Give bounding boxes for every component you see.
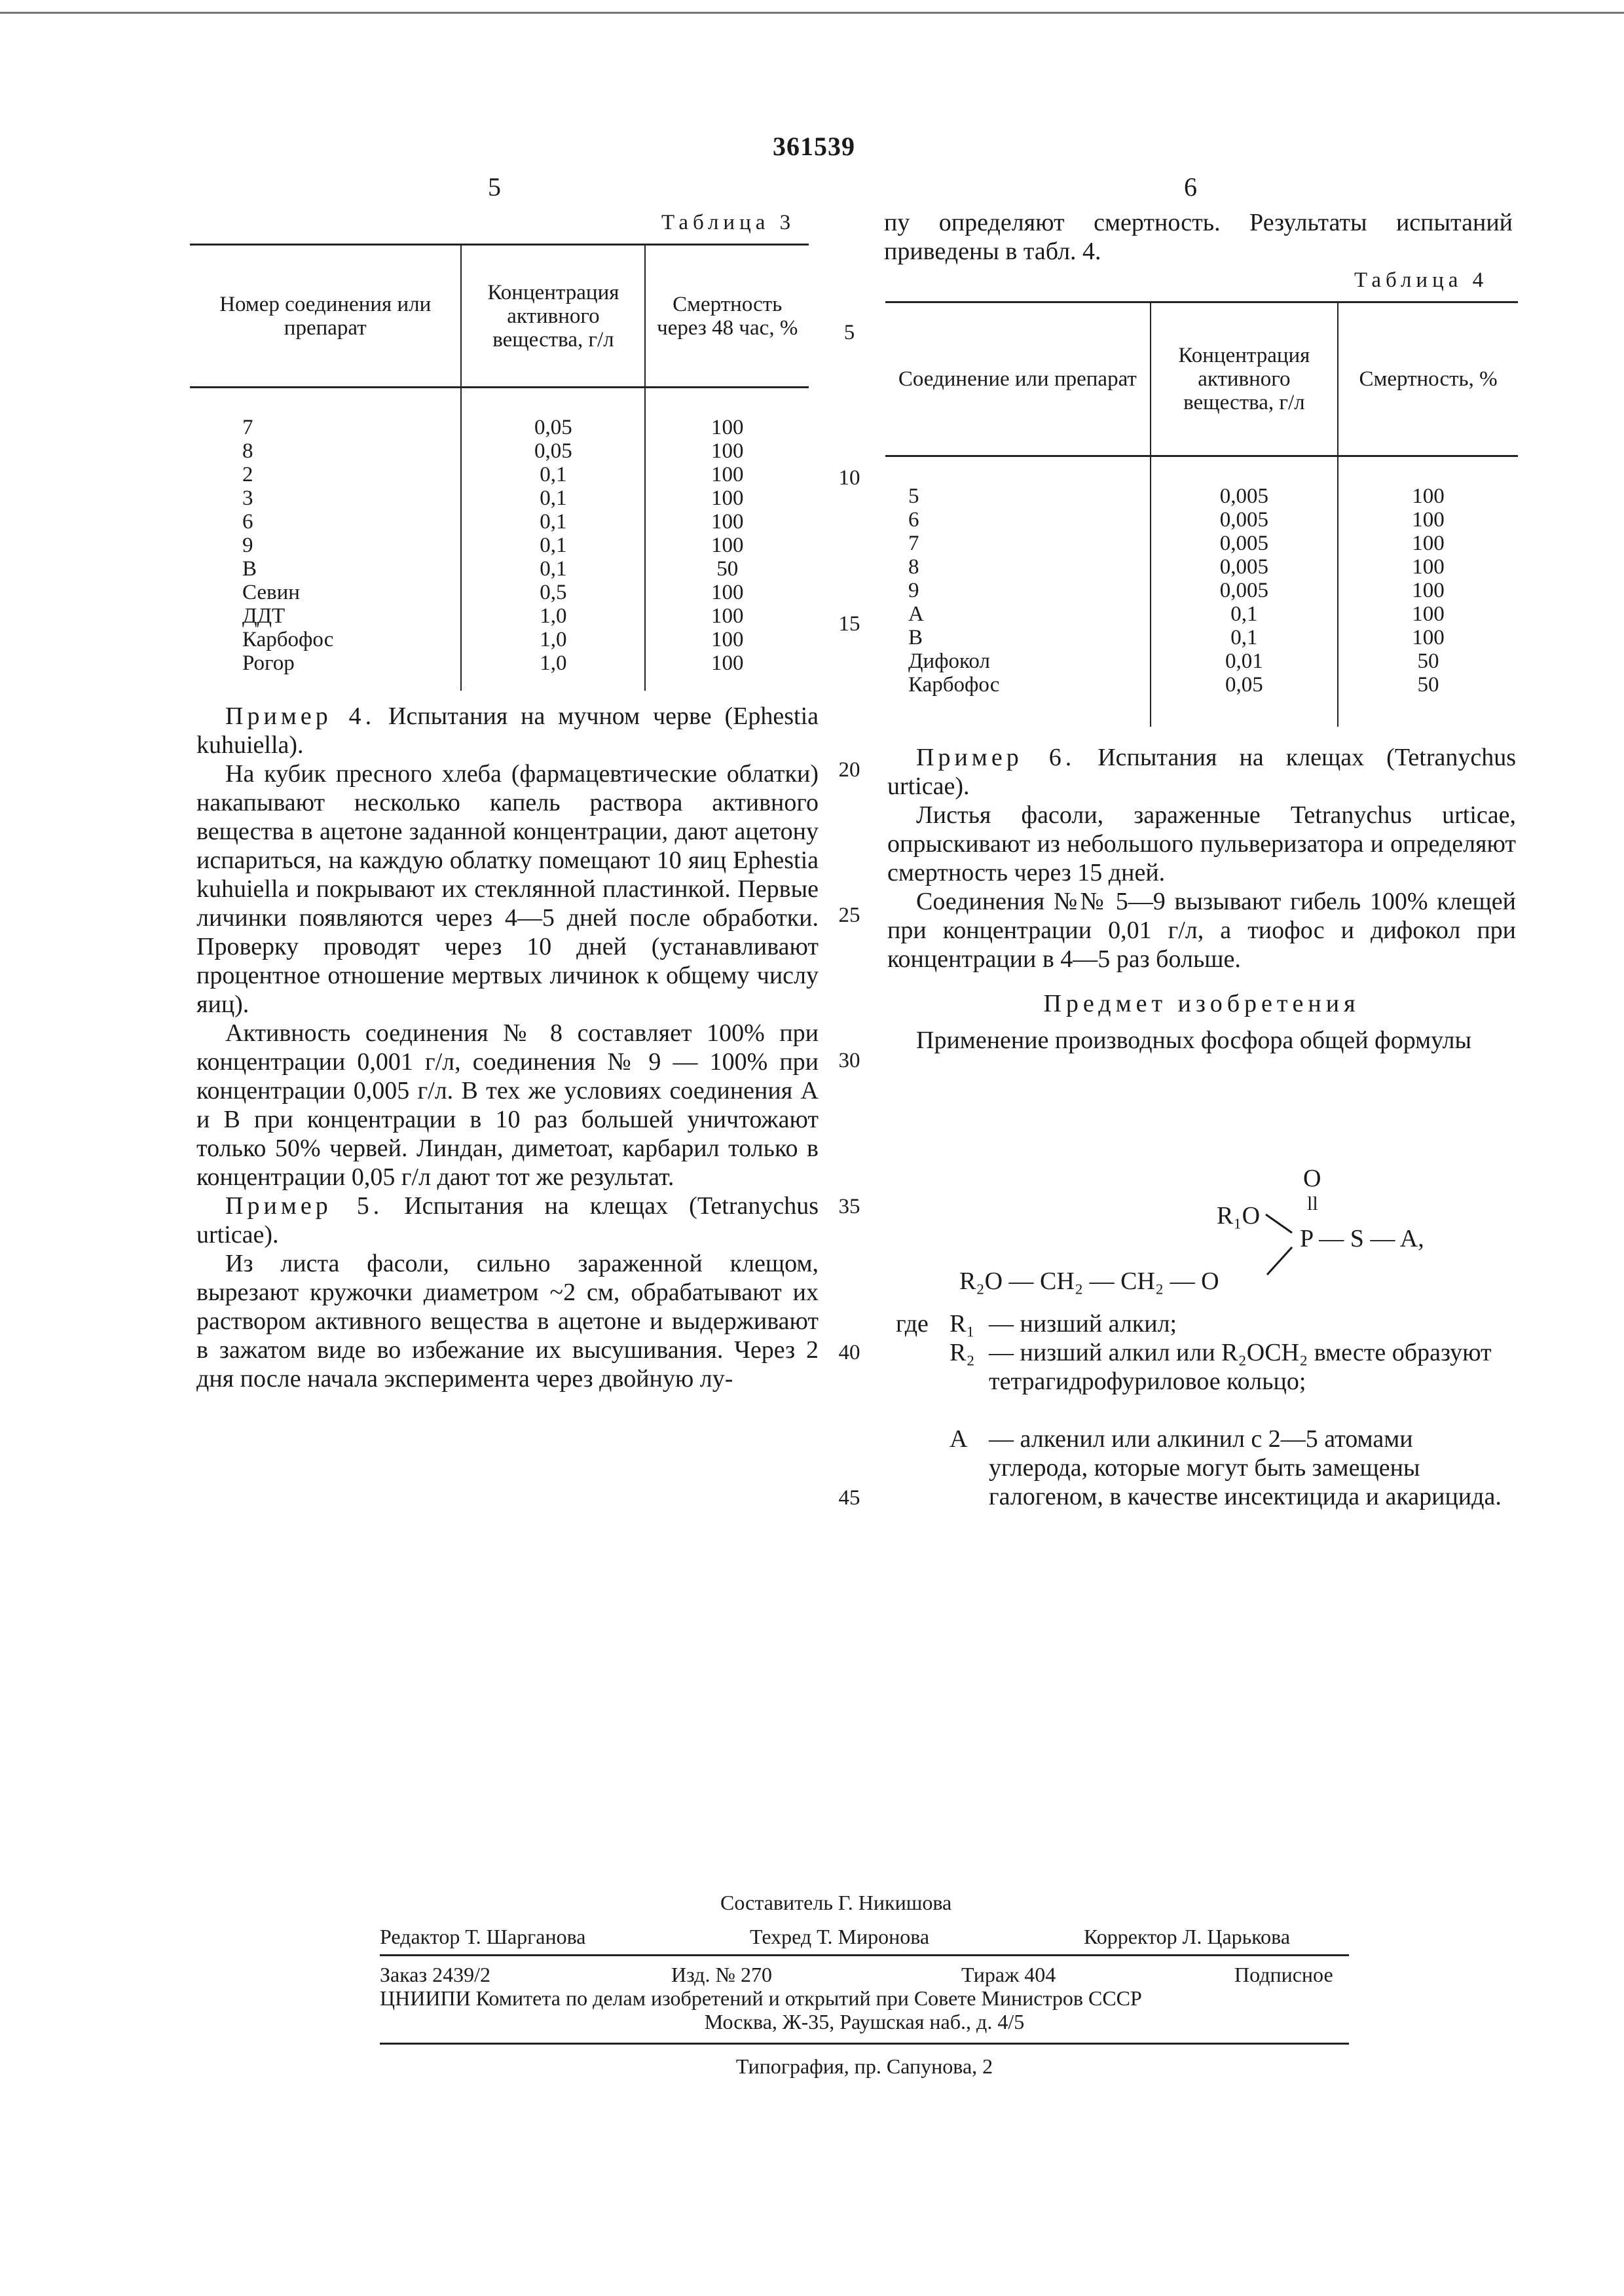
footer-techred: Техред Т. Миронова bbox=[750, 1925, 930, 1948]
table3-concentration-column: 0,05 0,05 0,1 0,1 0,1 0,1 0,1 0,5 1,0 1,0 1,0 bbox=[461, 388, 645, 691]
example4-method: На кубик пресного хлеба (фармацевтические облатки) накапывают несколько капель раствора активного вещества в ацетоне заданной концентрации, дают ацетону испариться, на каждую облатку помещают 10 яиц Ephestia kuhuiella и покрывают их стеклянной пластинкой. Первые личинки появляются через 4—5 дней после обработки. Проверку проводят через 10 дней (устанавливают процентное отношение мертвых личинок к общему числу яиц). bbox=[196, 760, 819, 1018]
example6-title: Испытания на клещах (Tetranychus urticae). bbox=[887, 744, 1516, 800]
legend-where: где bbox=[896, 1310, 929, 1338]
legend-r2: — низший алкил или R₂OCH₂ вместе образуют тетрагидрофуриловое кольцо; bbox=[989, 1339, 1492, 1395]
table4-compound-column: 5 6 7 8 9 А В Дифокол Карбофос bbox=[885, 456, 1151, 727]
footer-organization: ЦНИИПИ Комитета по делам изобретений и открытий при Совете Министров СССР bbox=[380, 1986, 1142, 2010]
table3-header-mortality: Смертность через 48 час, % bbox=[645, 245, 809, 388]
line-number: 20 bbox=[838, 758, 860, 782]
line-number: 5 bbox=[843, 321, 855, 344]
footer-corrector: Корректор Л. Царькова bbox=[1084, 1925, 1291, 1948]
line-number: 40 bbox=[838, 1341, 860, 1364]
legend-a-symbol: А bbox=[950, 1425, 968, 1453]
legend-r2-symbol: R₂ bbox=[950, 1339, 975, 1366]
example5-title: Испытания на клещах (Tetranychus urticae). bbox=[196, 1192, 819, 1248]
table4-concentration-column: 0,005 0,005 0,005 0,005 0,005 0,1 0,1 0,01 0,05 bbox=[1151, 456, 1338, 727]
example6-results: Соединения №№ 5—9 вызывают гибель 100% клещей при концентрации 0,01 г/л, а тиофос и дифокол при концентрации в 4—5 раз больше. bbox=[887, 888, 1516, 973]
table4-header-concentration: Концентрация активного вещества, г/л bbox=[1151, 302, 1338, 456]
table4-mortality-column: 100 100 100 100 100 100 100 50 50 bbox=[1412, 484, 1445, 697]
bond-r1o-p bbox=[1266, 1214, 1292, 1233]
formula-bonds bbox=[1261, 1201, 1306, 1286]
formula-bottom-chain: R₂O — CH₂ — CH₂ — O bbox=[959, 1267, 1219, 1295]
legend-r1: — низший алкил; bbox=[989, 1310, 1177, 1338]
legend-a: — алкенил или алкинил с 2—5 атомами углерода, которые могут быть замещены галогеном, в качестве инсектицида и акарицида. bbox=[989, 1425, 1502, 1510]
line-number: 15 bbox=[838, 612, 860, 636]
bond-o-p bbox=[1267, 1247, 1292, 1275]
line-number: 35 bbox=[838, 1195, 860, 1218]
table3-mortality-column: 100 100 100 100 100 100 50 100 100 100 100 bbox=[710, 416, 744, 675]
left-column-text bbox=[196, 702, 819, 1393]
footer-subscription: Подписное bbox=[1234, 1963, 1333, 1986]
example6-lead: Пример 6. bbox=[916, 744, 1076, 771]
formula-oxygen-top: O bbox=[1303, 1165, 1321, 1192]
footer-editor: Редактор Т. Шарганова bbox=[380, 1925, 586, 1948]
legend-r1-symbol: R₁ bbox=[950, 1310, 975, 1338]
footer-typography: Типография, пр. Сапунова, 2 bbox=[735, 2054, 993, 2078]
line-number: 25 bbox=[838, 903, 860, 927]
formula-p-s-a: P — S — A, bbox=[1300, 1225, 1424, 1252]
example5-method: Из листа фасоли, сильно зараженной клещом, вырезают кружочки диаметром ~2 см, обрабатывают их раствором активного вещества в ацетоне и выдерживают в зажатом виде во избежание их высушивания. Через 2 дня после начала эксперимента через двойную лу- bbox=[196, 1250, 819, 1393]
footer-print-run: Тираж 404 bbox=[961, 1963, 1056, 1986]
table4-header-compound: Соединение или препарат bbox=[885, 302, 1151, 456]
formula-double-bond: ll bbox=[1307, 1193, 1318, 1214]
line-number: 10 bbox=[838, 466, 860, 490]
table4-header-mortality: Смертность, % bbox=[1338, 302, 1518, 456]
line-number: 30 bbox=[838, 1049, 860, 1072]
footer-rule-top bbox=[380, 1954, 1349, 1956]
table4-caption: Таблица 4 bbox=[1354, 268, 1488, 292]
footer-compiler: Составитель Г. Никишова bbox=[720, 1891, 952, 1914]
right-column-intro: пу определяют смертность. Результаты испытаний приведены в табл. 4. bbox=[884, 209, 1513, 265]
example4-title: Испытания на мучном черве (Ephestia kuhuiella). bbox=[196, 702, 819, 759]
table3-header-concentration: Концентрация активного вещества, г/л bbox=[461, 245, 645, 388]
table3 bbox=[190, 244, 809, 691]
table3-header-compound: Номер соединения или препарат bbox=[190, 245, 461, 388]
example4-lead: Пример 4. bbox=[225, 702, 376, 730]
claims-heading: Предмет изобретения bbox=[1043, 990, 1360, 1017]
line-number: 45 bbox=[838, 1486, 860, 1510]
table3-compound-column: 7 8 2 3 6 9 В Севин ДДТ Карбофос Рогор bbox=[190, 388, 461, 691]
page-number-right: 6 bbox=[1184, 172, 1197, 202]
footer-edition: Изд. № 270 bbox=[671, 1963, 772, 1986]
patent-number: 361539 bbox=[773, 132, 855, 161]
example5-lead: Пример 5. bbox=[225, 1192, 384, 1220]
example6-method: Листья фасоли, зараженные Tetranychus urticae, опрыскивают из небольшого пульверизатора и определяют смертность через 15 дней. bbox=[887, 801, 1516, 886]
table4 bbox=[885, 301, 1518, 727]
example4-results: Активность соединения № 8 составляет 100% при концентрации 0,001 г/л, соединения № 9 — 100% при концентрации 0,005 г/л. В тех же условиях соединения А и В при концентрации в 10 раз большей уничтожают только 50% червей. Линдан, диметоат, карбарил только в концентрации 0,05 г/л дают тот же результат. bbox=[196, 1019, 819, 1191]
top-rule bbox=[0, 12, 1624, 14]
footer-rule-bottom bbox=[380, 2043, 1349, 2045]
footer-address: Москва, Ж-35, Раушская наб., д. 4/5 bbox=[704, 2010, 1025, 2033]
claims-intro: Применение производных фосфора общей формулы bbox=[916, 1027, 1472, 1054]
page-number-left: 5 bbox=[488, 172, 501, 202]
table3-caption: Таблица 3 bbox=[661, 211, 796, 234]
right-column-text bbox=[887, 743, 1516, 1055]
formula-r1o: R₁O bbox=[1217, 1202, 1261, 1230]
footer-order: Заказ 2439/2 bbox=[380, 1963, 491, 1986]
